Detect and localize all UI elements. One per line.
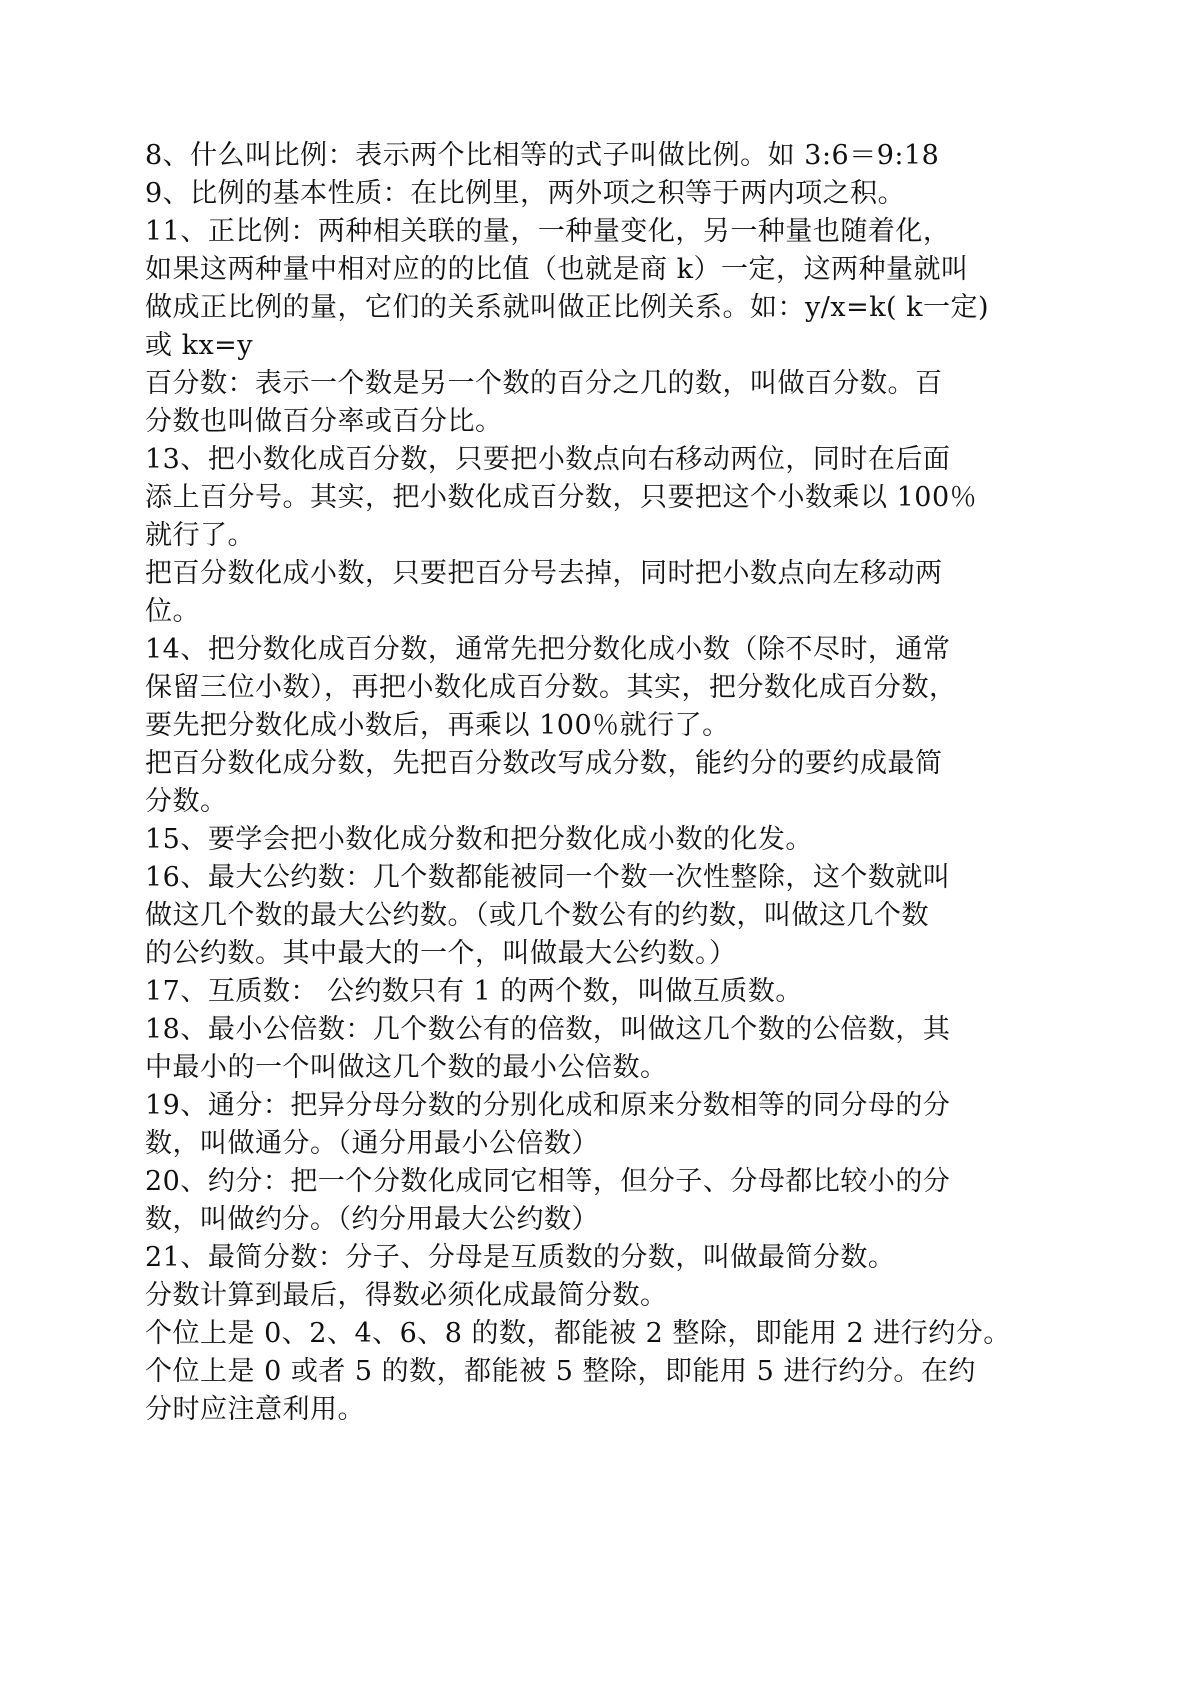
text-line: 要先把分数化成小数后，再乘以 100％就行了。 — [145, 710, 730, 741]
text-line: 分时应注意利用。 — [145, 1394, 365, 1425]
text-line: 数，叫做通分。（通分用最小公倍数） — [145, 1128, 599, 1159]
text-line: 19、通分：把异分母分数的分别化成和原来分数相等的同分母的分 — [145, 1090, 951, 1121]
text-line: 做成正比例的量，它们的关系就叫做正比例关系。如：y/x=k( k一定) — [145, 292, 990, 323]
text-line: 分数计算到最后，得数必须化成最简分数。 — [145, 1280, 668, 1311]
text-line: 或 kx=y — [145, 330, 254, 361]
text-line: 15、要学会把小数化成分数和把分数化成小数的化发。 — [145, 824, 813, 855]
text-line: 16、最大公约数：几个数都能被同一个数一次性整除，这个数就叫 — [145, 862, 951, 893]
text-line: 做这几个数的最大公约数。（或几个数公有的约数，叫做这几个数 — [145, 900, 929, 931]
text-line: 8、什么叫比例：表示两个比相等的式子叫做比例。如 3:6＝9:18 — [145, 140, 940, 171]
text-line: 个位上是 0、2、4、6、8 的数，都能被 2 整除，即能用 2 进行约分。 — [145, 1318, 1011, 1349]
text-line: 9、比例的基本性质：在比例里，两外项之积等于两内项之积。 — [145, 178, 906, 209]
text-line: 把百分数化成分数，先把百分数改写成分数，能约分的要约成最简 — [145, 748, 943, 779]
text-line: 14、把分数化成百分数，通常先把分数化成小数（除不尽时，通常 — [145, 634, 951, 665]
text-line: 就行了。 — [145, 520, 255, 551]
text-line: 位。 — [145, 596, 200, 627]
text-line: 18、最小公倍数：几个数公有的倍数，叫做这几个数的公倍数，其 — [145, 1014, 951, 1045]
document-body — [145, 137, 1085, 1429]
text-line: 添上百分号。其实，把小数化成百分数，只要把这个小数乘以 100％ — [145, 482, 978, 513]
text-line: 13、把小数化成百分数，只要把小数点向右移动两位，同时在后面 — [145, 444, 951, 475]
text-line: 分数也叫做百分率或百分比。 — [145, 406, 503, 437]
text-line: 如果这两种量中相对应的的比值（也就是商 k）一定，这两种量就叫 — [145, 254, 969, 285]
text-line: 保留三位小数），再把小数化成百分数。其实，把分数化成百分数， — [145, 672, 957, 703]
text-line: 11、正比例：两种相关联的量，一种量变化，另一种量也随着化， — [145, 216, 951, 247]
text-line: 个位上是 0 或者 5 的数，都能被 5 整除，即能用 5 进行约分。在约 — [145, 1356, 976, 1387]
text-line: 的公约数。其中最大的一个，叫做最大公约数。） — [145, 938, 737, 969]
text-line: 百分数：表示一个数是另一个数的百分之几的数，叫做百分数。百 — [145, 368, 943, 399]
text-line: 分数。 — [145, 786, 228, 817]
text-line: 中最小的一个叫做这几个数的最小公倍数。 — [145, 1052, 668, 1083]
text-line: 17、互质数： 公约数只有 1 的两个数，叫做互质数。 — [145, 976, 803, 1007]
text-line: 数，叫做约分。（约分用最大公约数） — [145, 1204, 599, 1235]
text-line: 20、约分：把一个分数化成同它相等，但分子、分母都比较小的分 — [145, 1166, 951, 1197]
text-line: 21、最简分数：分子、分母是互质数的分数，叫做最简分数。 — [145, 1242, 896, 1273]
text-line: 把百分数化成小数，只要把百分号去掉，同时把小数点向左移动两 — [145, 558, 943, 589]
